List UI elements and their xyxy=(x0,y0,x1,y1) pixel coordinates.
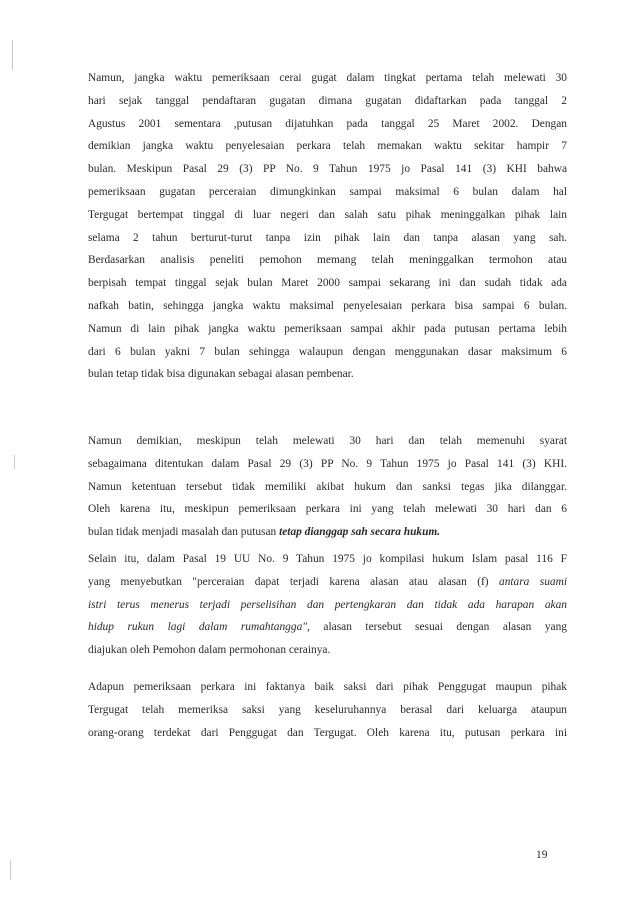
text-line: Tergugat telah memeriksa saksi yang keseluruhannya berasal dari keluarga ataupun xyxy=(88,703,567,716)
text-line xyxy=(88,521,567,544)
text-line: bulan tetap tidak bisa digunakan sebagai alasan pembenar. xyxy=(88,368,354,381)
text-line: berpisah tempat tinggal sejak bulan Maret 2000 sampai sekarang ini dan sudah tidak ada xyxy=(88,277,567,290)
text-line: dari 6 bulan yakni 7 bulan sehingga walaupun dengan menggunakan dasar maksimum 6 xyxy=(88,345,567,358)
page-number: 19 xyxy=(536,849,548,861)
text-line: Adapun pemeriksaan perkara ini faktanya baik saksi dari pihak Penggugat maupun pihak xyxy=(88,681,567,693)
text-line: Namun ketentuan tersebut tidak memiliki akibat hukum dan sanksi tegas jika dilanggar. xyxy=(88,480,567,493)
text-line: demikian jangka waktu penyelesaian perkara telah memakan waktu sekitar hampir 7 xyxy=(88,140,567,153)
text-line: Tergugat bertempat tinggal di luar negeri dan salah satu pihak meninggalkan pihak lain xyxy=(88,208,567,221)
text-line-plain: bulan tidak menjadi masalah dan putusan xyxy=(88,526,280,539)
text-line-plain: yang menyebutkan "perceraian dapat terjadi karena alasan atau alasan (f) xyxy=(88,575,499,588)
text-line: orang-orang terdekat dari Penggugat dan Tergugat. Oleh karena itu, putusan perkara ini xyxy=(88,726,567,739)
text-line xyxy=(88,616,567,639)
paragraph-3 xyxy=(88,548,567,662)
text-line: pemeriksaan gugatan perceraian dimungkinkan sampai maksimal 6 bulan dalam hal xyxy=(88,185,567,198)
paragraph-2 xyxy=(88,430,567,544)
paragraph-4 xyxy=(88,676,567,744)
scan-edge-mark xyxy=(12,40,13,70)
text-line: hari sejak tanggal pendaftaran gugatan dimana gugatan didaftarkan pada tanggal 2 xyxy=(88,94,567,107)
text-line-plain: , alasan tersebut sesuai dengan alasan yang xyxy=(307,621,567,634)
italic-quote: antara suami xyxy=(499,575,567,588)
text-line: Selain itu, dalam Pasal 19 UU No. 9 Tahun 1975 jo kompilasi hukum Islam pasal 116 F xyxy=(88,553,567,565)
text-line: Namun, jangka waktu pemeriksaan cerai gugat dalam tingkat pertama telah melewati 30 xyxy=(88,72,567,84)
text-line: selama 2 tahun berturut-turut tanpa izin pihak lain dan tanpa alasan yang sah. xyxy=(88,231,567,244)
italic-quote: istri terus menerus terjadi perselisihan dan pertengkaran dan tidak ada harapan akan xyxy=(88,598,567,611)
text-line: Agustus 2001 sementara ,putusan dijatuhkan pada tanggal 25 Maret 2002. Dengan xyxy=(88,117,567,130)
italic-quote: hidup rukun lagi dalam rumahtangga" xyxy=(88,621,308,634)
emphasized-text: tetap dianggap sah secara hukum. xyxy=(279,526,441,539)
paragraph-1 xyxy=(88,67,567,386)
text-line: bulan. Meskipun Pasal 29 (3) PP No. 9 Tahun 1975 jo Pasal 141 (3) KHI bahwa xyxy=(88,163,567,176)
text-line: Namun demikian, meskipun telah melewati 30 hari dan telah memenuhi syarat xyxy=(88,435,567,447)
text-line: Berdasarkan analisis peneliti pemohon memang telah meninggalkan termohon atau xyxy=(88,254,567,267)
text-line: sebagaimana ditentukan dalam Pasal 29 (3) PP No. 9 Tahun 1975 jo Pasal 141 (3) KHI. xyxy=(88,457,567,470)
text-line: diajukan oleh Pemohon dalam permohonan cerainya. xyxy=(88,644,331,657)
text-line xyxy=(88,571,567,594)
text-line: nafkah batin, sehingga jangka waktu maksimal penyelesaian perkara bisa sampai 6 bulan. xyxy=(88,299,567,312)
scan-edge-mark xyxy=(14,455,15,469)
scan-edge-mark xyxy=(10,860,11,880)
text-line: Oleh karena itu, meskipun pemeriksaan perkara ini yang telah melewati 30 hari dan 6 xyxy=(88,503,567,516)
text-line: Namun di lain pihak jangka waktu pemeriksaan sampai akhir pada putusan pertama lebih xyxy=(88,322,567,335)
